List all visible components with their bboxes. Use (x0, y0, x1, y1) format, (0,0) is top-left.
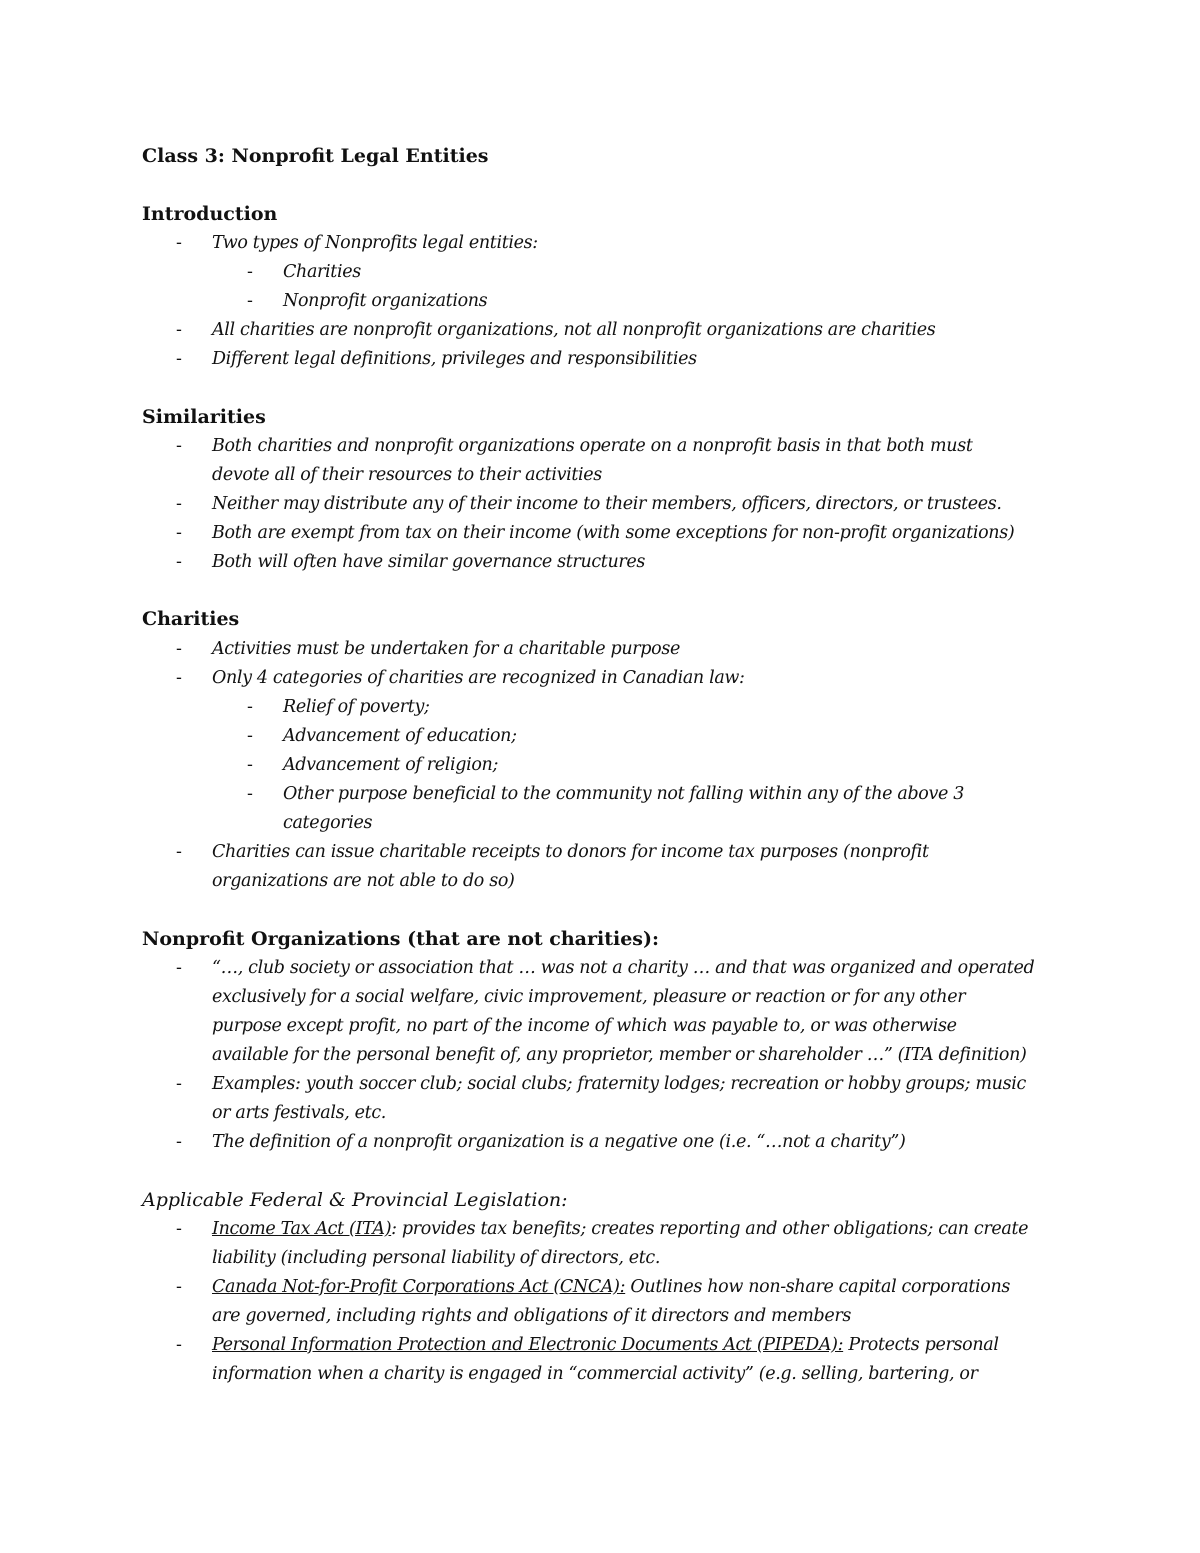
list-item: Charities (283, 262, 361, 282)
bullet-dash: - (176, 1219, 182, 1239)
list-item: Advancement of religion; (283, 755, 498, 775)
list-item: Both charities and nonprofit organizations operate on a nonprofit basis in that both must (212, 436, 973, 456)
list-item-continuation: categories (283, 813, 373, 833)
list-item: Neither may distribute any of their income to their members, officers, directors, or trustees. (212, 494, 1002, 514)
list-item: Advancement of education; (283, 726, 517, 746)
heading-nonprofits: Nonprofit Organizations (that are not charities): (142, 928, 659, 950)
act-name-ita: Income Tax Act (ITA) (212, 1219, 392, 1239)
bullet-dash: - (176, 668, 182, 688)
list-item: Different legal definitions, privileges and responsibilities (212, 349, 697, 369)
act-desc-pipeda: Protects personal (843, 1335, 999, 1355)
bullet-dash: - (176, 523, 182, 543)
list-item-continuation: exclusively for a social welfare, civic improvement, pleasure or reaction or for any other (212, 987, 966, 1007)
bullet-dash: - (176, 494, 182, 514)
act-desc-ita: : provides tax benefits; creates reporting and other obligations; can create (391, 1219, 1029, 1239)
list-item: Only 4 categories of charities are recognized in Canadian law: (212, 668, 745, 688)
bullet-dash: - (176, 1335, 182, 1355)
bullet-dash: - (247, 697, 253, 717)
list-item: Examples: youth soccer club; social clubs; fraternity lodges; recreation or hobby groups; music (212, 1074, 1026, 1094)
list-item: Activities must be undertaken for a charitable purpose (212, 639, 680, 659)
act-name-cnca: Canada Not-for-Profit Corporations Act (CNCA): (212, 1277, 626, 1297)
list-item-pipeda (212, 1331, 999, 1360)
list-item-continuation: organizations are not able to do so) (212, 871, 515, 891)
list-item: Two types of Nonprofits legal entities: (212, 233, 538, 253)
list-item-continuation: devote all of their resources to their activities (212, 465, 602, 485)
bullet-dash: - (176, 436, 182, 456)
bullet-dash: - (247, 755, 253, 775)
heading-similarities: Similarities (142, 406, 266, 428)
act-desc-cnca: Outlines how non-share capital corporations (625, 1277, 1010, 1297)
bullet-dash: - (176, 639, 182, 659)
bullet-dash: - (176, 233, 182, 253)
heading-legislation: Applicable Federal & Provincial Legislation: (142, 1189, 568, 1211)
bullet-dash: - (247, 726, 253, 746)
list-item: Charities can issue charitable receipts to donors for income tax purposes (nonprofit (212, 842, 929, 862)
list-item: All charities are nonprofit organizations, not all nonprofit organizations are charities (212, 320, 936, 340)
bullet-dash: - (176, 958, 182, 978)
bullet-dash: - (176, 842, 182, 862)
list-item: Both are exempt from tax on their income (with some exceptions for non-profit organizations) (212, 523, 1015, 543)
bullet-dash: - (176, 349, 182, 369)
list-item: The definition of a nonprofit organization is a negative one (i.e. “…not a charity”) (212, 1132, 906, 1152)
bullet-dash: - (247, 784, 253, 804)
list-item: Relief of poverty; (283, 697, 430, 717)
list-item: “…, club society or association that … was not a charity … and that was organized and operated (212, 958, 1035, 978)
bullet-dash: - (176, 1277, 182, 1297)
bullet-dash: - (176, 1074, 182, 1094)
list-item: Nonprofit organizations (283, 291, 488, 311)
list-item-continuation: liability (including personal liability of directors, etc. (212, 1248, 661, 1268)
bullet-dash: - (247, 262, 253, 282)
list-item: Both will often have similar governance structures (212, 552, 646, 572)
list-item-continuation: available for the personal benefit of, any proprietor, member or shareholder …” (ITA definition) (212, 1045, 1027, 1065)
bullet-dash: - (247, 291, 253, 311)
list-item: Other purpose beneficial to the community not falling within any of the above 3 (283, 784, 965, 804)
list-item-continuation: information when a charity is engaged in “commercial activity” (e.g. selling, bartering, or (212, 1364, 978, 1384)
heading-introduction: Introduction (142, 203, 278, 225)
page-title: Class 3: Nonprofit Legal Entities (142, 145, 489, 167)
list-item-continuation: purpose except profit, no part of the income of which was payable to, or was otherwise (212, 1016, 957, 1036)
bullet-dash: - (176, 320, 182, 340)
list-item-cnca (212, 1273, 1010, 1302)
act-name-pipeda: Personal Information Protection and Electronic Documents Act (PIPEDA): (212, 1335, 844, 1355)
heading-charities: Charities (142, 608, 240, 630)
list-item-ita (212, 1215, 1028, 1244)
bullet-dash: - (176, 1132, 182, 1152)
list-item-continuation: or arts festivals, etc. (212, 1103, 387, 1123)
list-item-continuation: are governed, including rights and obligations of it directors and members (212, 1306, 852, 1326)
bullet-dash: - (176, 552, 182, 572)
